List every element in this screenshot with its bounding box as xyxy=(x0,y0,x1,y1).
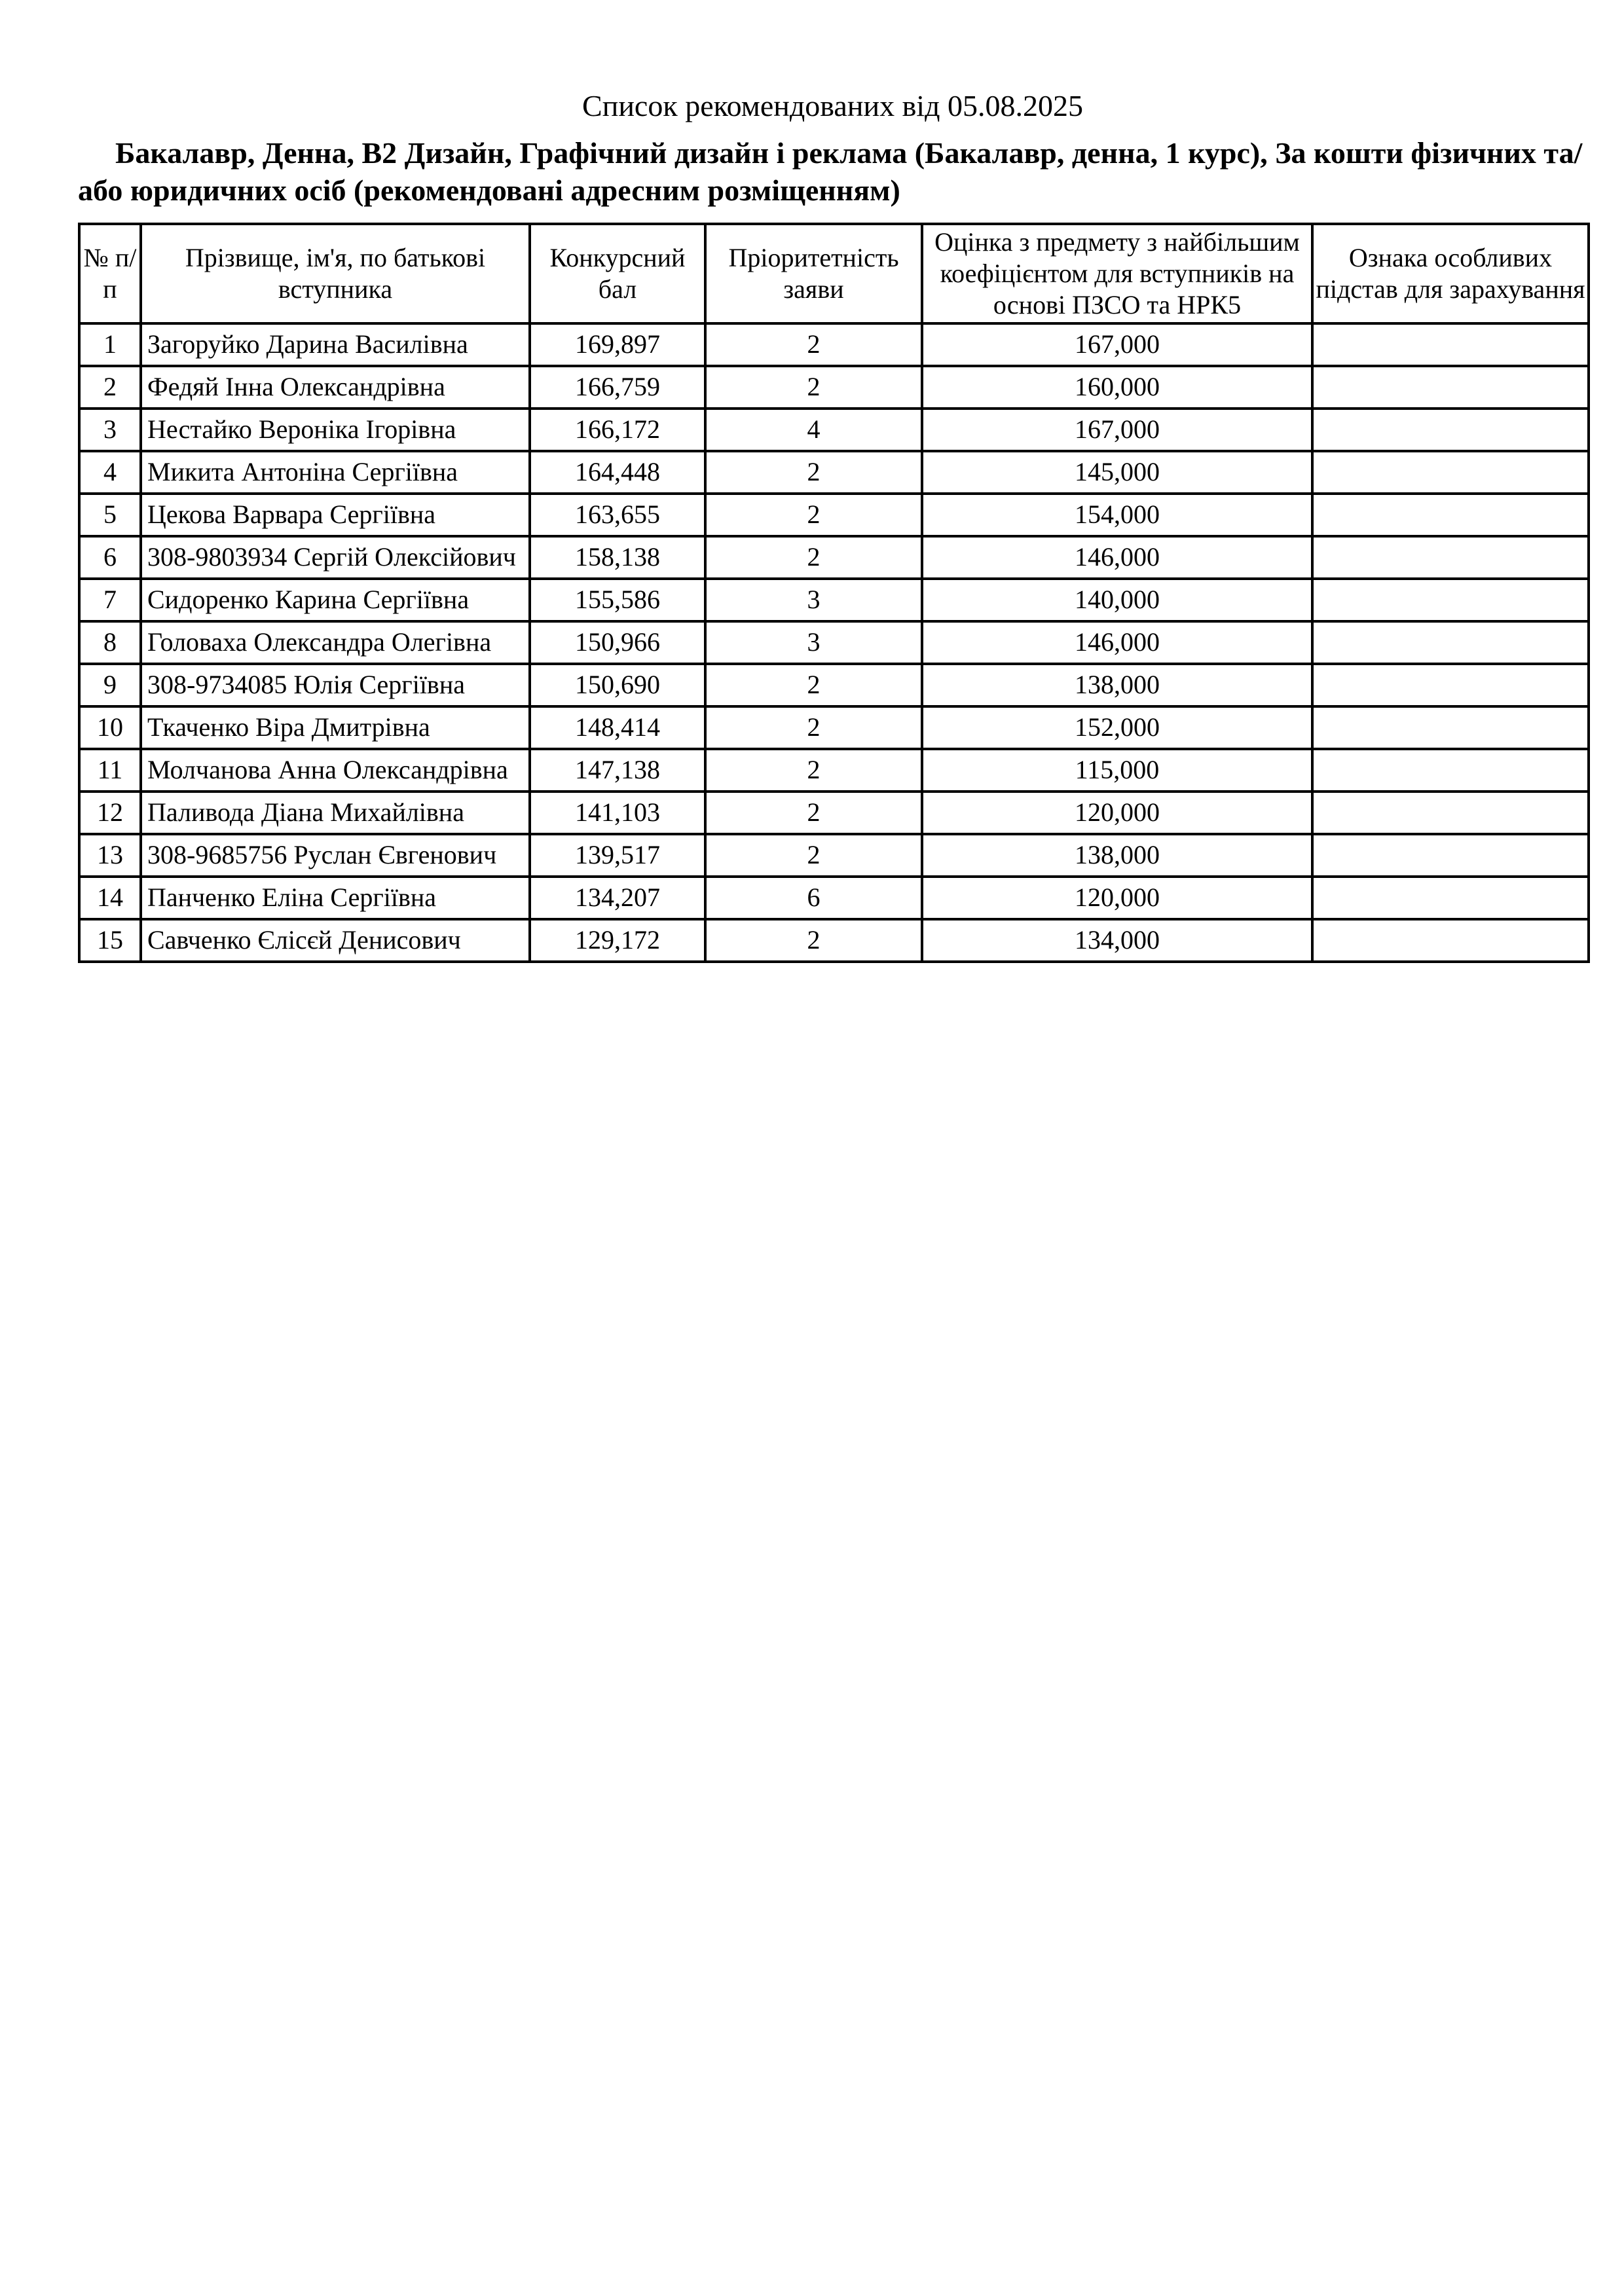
priority-cell: 3 xyxy=(705,579,922,621)
priority-cell: 2 xyxy=(705,536,922,579)
column-header-num: № п/п xyxy=(79,224,141,323)
name-cell: Паливода Діана Михайлівна xyxy=(141,792,530,834)
name-cell: Ткаченко Віра Дмитрівна xyxy=(141,706,530,749)
num-cell: 5 xyxy=(79,494,141,536)
special-cell xyxy=(1312,536,1589,579)
table-row xyxy=(79,749,1589,792)
priority-cell: 2 xyxy=(705,451,922,494)
table-row xyxy=(79,536,1589,579)
name-cell: Савченко Єлісєй Денисович xyxy=(141,919,530,962)
table-row xyxy=(79,834,1589,877)
priority-cell: 2 xyxy=(705,834,922,877)
special-cell xyxy=(1312,749,1589,792)
score-cell: 158,138 xyxy=(530,536,705,579)
num-cell: 9 xyxy=(79,664,141,706)
document-page xyxy=(78,0,1587,963)
special-cell xyxy=(1312,621,1589,664)
name-cell: Молчанова Анна Олександрівна xyxy=(141,749,530,792)
table-row xyxy=(79,366,1589,409)
table-row xyxy=(79,409,1589,451)
num-cell: 1 xyxy=(79,323,141,366)
subject_score-cell: 154,000 xyxy=(922,494,1312,536)
num-cell: 10 xyxy=(79,706,141,749)
name-cell: 308-9803934 Сергій Олексійович xyxy=(141,536,530,579)
special-cell xyxy=(1312,834,1589,877)
priority-cell: 3 xyxy=(705,621,922,664)
score-cell: 141,103 xyxy=(530,792,705,834)
subject_score-cell: 138,000 xyxy=(922,834,1312,877)
score-cell: 166,172 xyxy=(530,409,705,451)
special-cell xyxy=(1312,706,1589,749)
num-cell: 6 xyxy=(79,536,141,579)
score-cell: 169,897 xyxy=(530,323,705,366)
column-header-priority: Пріоритетність заяви xyxy=(705,224,922,323)
priority-cell: 2 xyxy=(705,366,922,409)
name-cell: Сидоренко Карина Сергіївна xyxy=(141,579,530,621)
special-cell xyxy=(1312,919,1589,962)
name-cell: Нестайко Вероніка Ігорівна xyxy=(141,409,530,451)
special-cell xyxy=(1312,323,1589,366)
score-cell: 150,966 xyxy=(530,621,705,664)
name-cell: Панченко Еліна Сергіївна xyxy=(141,877,530,919)
table-row xyxy=(79,706,1589,749)
num-cell: 14 xyxy=(79,877,141,919)
num-cell: 15 xyxy=(79,919,141,962)
special-cell xyxy=(1312,877,1589,919)
recommended-list-table xyxy=(78,223,1590,963)
num-cell: 8 xyxy=(79,621,141,664)
table-row xyxy=(79,877,1589,919)
column-header-score: Конкурсний бал xyxy=(530,224,705,323)
score-cell: 139,517 xyxy=(530,834,705,877)
name-cell: Цекова Варвара Сергіївна xyxy=(141,494,530,536)
table-row xyxy=(79,579,1589,621)
subject_score-cell: 120,000 xyxy=(922,877,1312,919)
num-cell: 2 xyxy=(79,366,141,409)
subject_score-cell: 167,000 xyxy=(922,409,1312,451)
table-row xyxy=(79,621,1589,664)
name-cell: 308-9734085 Юлія Сергіївна xyxy=(141,664,530,706)
name-cell: Загоруйко Дарина Василівна xyxy=(141,323,530,366)
score-cell: 163,655 xyxy=(530,494,705,536)
special-cell xyxy=(1312,494,1589,536)
priority-cell: 6 xyxy=(705,877,922,919)
priority-cell: 4 xyxy=(705,409,922,451)
priority-cell: 2 xyxy=(705,919,922,962)
document-subtitle: Бакалавр, Денна, В2 Дизайн, Графічний дизайн і реклама (Бакалавр, денна, 1 курс), За кошти фізичних та/або юридичних осіб (рекомендовані адресним розміщенням) xyxy=(78,136,1583,208)
special-cell xyxy=(1312,792,1589,834)
subject_score-cell: 146,000 xyxy=(922,536,1312,579)
special-cell xyxy=(1312,451,1589,494)
column-header-subject_score: Оцінка з предмету з найбільшим коефіцієнтом для вступників на основі ПЗСО та НРК5 xyxy=(922,224,1312,323)
num-cell: 3 xyxy=(79,409,141,451)
column-header-name: Прізвище, ім'я, по батькові вступника xyxy=(141,224,530,323)
priority-cell: 2 xyxy=(705,494,922,536)
special-cell xyxy=(1312,366,1589,409)
priority-cell: 2 xyxy=(705,664,922,706)
subject_score-cell: 138,000 xyxy=(922,664,1312,706)
priority-cell: 2 xyxy=(705,706,922,749)
special-cell xyxy=(1312,664,1589,706)
name-cell: Федяй Інна Олександрівна xyxy=(141,366,530,409)
table-row xyxy=(79,323,1589,366)
subject_score-cell: 120,000 xyxy=(922,792,1312,834)
score-cell: 148,414 xyxy=(530,706,705,749)
priority-cell: 2 xyxy=(705,792,922,834)
score-cell: 129,172 xyxy=(530,919,705,962)
subject_score-cell: 134,000 xyxy=(922,919,1312,962)
score-cell: 166,759 xyxy=(530,366,705,409)
score-cell: 164,448 xyxy=(530,451,705,494)
name-cell: 308-9685756 Руслан Євгенович xyxy=(141,834,530,877)
name-cell: Микита Антоніна Сергіївна xyxy=(141,451,530,494)
num-cell: 7 xyxy=(79,579,141,621)
subject_score-cell: 146,000 xyxy=(922,621,1312,664)
subject_score-cell: 115,000 xyxy=(922,749,1312,792)
score-cell: 155,586 xyxy=(530,579,705,621)
table-row xyxy=(79,451,1589,494)
special-cell xyxy=(1312,579,1589,621)
score-cell: 150,690 xyxy=(530,664,705,706)
table-row xyxy=(79,792,1589,834)
priority-cell: 2 xyxy=(705,323,922,366)
num-cell: 4 xyxy=(79,451,141,494)
score-cell: 147,138 xyxy=(530,749,705,792)
column-header-special: Ознака особливих підстав для зарахування xyxy=(1312,224,1589,323)
subject_score-cell: 140,000 xyxy=(922,579,1312,621)
document-title: Список рекомендованих від 05.08.2025 xyxy=(582,89,1083,122)
name-cell: Головаха Олександра Олегівна xyxy=(141,621,530,664)
num-cell: 13 xyxy=(79,834,141,877)
score-cell: 134,207 xyxy=(530,877,705,919)
table-body xyxy=(79,323,1589,962)
subject_score-cell: 167,000 xyxy=(922,323,1312,366)
table-row xyxy=(79,494,1589,536)
num-cell: 11 xyxy=(79,749,141,792)
subject_score-cell: 152,000 xyxy=(922,706,1312,749)
special-cell xyxy=(1312,409,1589,451)
table-row xyxy=(79,919,1589,962)
table-header-row xyxy=(79,224,1589,323)
num-cell: 12 xyxy=(79,792,141,834)
subject_score-cell: 160,000 xyxy=(922,366,1312,409)
table-row xyxy=(79,664,1589,706)
priority-cell: 2 xyxy=(705,749,922,792)
subject_score-cell: 145,000 xyxy=(922,451,1312,494)
